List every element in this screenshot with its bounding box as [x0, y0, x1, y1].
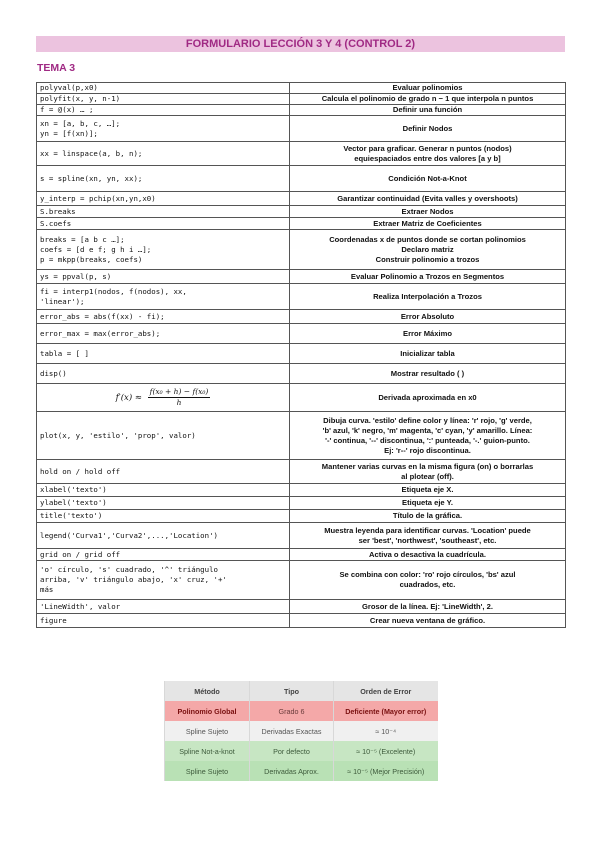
code-cell: breaks = [a b c …]; coefs = [d e f; g h i …]; p = mkpp(breaks, coefs): [37, 230, 290, 270]
code-cell: S.coefs: [37, 218, 290, 230]
description-cell: Se combina con color: 'ro' rojo círculos, 'bs' azul cuadrados, etc.: [290, 561, 566, 600]
table-row: [37, 549, 566, 561]
column-header: Tipo: [250, 681, 334, 701]
description-cell: Extraer Nodos: [290, 206, 566, 218]
code-cell: y_interp = pchip(xn,yn,x0): [37, 192, 290, 206]
code-cell: grid on / grid off: [37, 549, 290, 561]
table-row: [165, 741, 438, 761]
column-header: Orden de Error: [334, 681, 438, 701]
code-cell: ylabel('texto'): [37, 497, 290, 510]
table-cell: Derivadas Aprox.: [250, 761, 334, 781]
document-title: FORMULARIO LECCIÓN 3 Y 4 (CONTROL 2): [36, 36, 565, 52]
table-row: [37, 166, 566, 192]
description-cell: Derivada aproximada en x0: [290, 384, 566, 412]
table-row: [37, 284, 566, 310]
table-cell: Spline Sujeto: [165, 761, 250, 781]
table-row: [37, 192, 566, 206]
table-cell: ≈ 10⁻⁵ (Excelente): [334, 741, 438, 761]
code-cell: title('texto'): [37, 510, 290, 523]
code-cell: s = spline(xn, yn, xx);: [37, 166, 290, 192]
code-cell: error_abs = abs(f(xx) - fi);: [37, 310, 290, 324]
description-cell: Mostrar resultado ( ): [290, 364, 566, 384]
description-cell: Dibuja curva. 'estilo' define color y línea: 'r' rojo, 'g' verde, 'b' azul, 'k' negro, 'm' magenta, 'c' cyan, 'y' amarillo. Línea: '-' continua, '--' discontinua, ':' punteada, '-.' guion-punto. Ej: 'r--' rojo discontinua.: [290, 412, 566, 460]
formula-fraction: [148, 387, 211, 408]
formula-numerator: f(x₀ + h) − f(x₀): [149, 387, 209, 396]
section-heading: TEMA 3: [37, 62, 76, 74]
table-row: [37, 324, 566, 344]
description-cell: Evaluar polinomios: [290, 83, 566, 94]
description-cell: Activa o desactiva la cuadrícula.: [290, 549, 566, 561]
table-cell: Deficiente (Mayor error): [334, 701, 438, 721]
description-cell: Realiza Interpolación a Trozos: [290, 284, 566, 310]
table-row: [37, 230, 566, 270]
table-row: [37, 523, 566, 549]
code-cell: error_max = max(error_abs);: [37, 324, 290, 344]
table-row: [37, 600, 566, 614]
description-cell: Vector para graficar. Generar n puntos (nodos) equiespaciados entre dos valores [a y b]: [290, 142, 566, 166]
table-row: [37, 561, 566, 600]
formula-lhs: f′(x) ≈: [115, 393, 142, 403]
code-cell: ys = ppval(p, s): [37, 270, 290, 284]
table-cell: Spline Sujeto: [165, 721, 250, 741]
code-cell: plot(x, y, 'estilo', 'prop', valor): [37, 412, 290, 460]
table-row: [165, 701, 438, 721]
description-cell: Título de la gráfica.: [290, 510, 566, 523]
description-cell: Crear nueva ventana de gráfico.: [290, 614, 566, 628]
error-comparison-table: [164, 681, 438, 781]
table-cell: Derivadas Exactas: [250, 721, 334, 741]
description-cell: Etiqueta eje X.: [290, 484, 566, 497]
code-cell: figure: [37, 614, 290, 628]
description-cell: Condición Not-a-Knot: [290, 166, 566, 192]
description-cell: Calcula el polinomio de grado n − 1 que interpola n puntos: [290, 94, 566, 105]
formula-table: [36, 82, 566, 628]
description-cell: Extraer Matriz de Coeficientes: [290, 218, 566, 230]
code-cell: xx = linspace(a, b, n);: [37, 142, 290, 166]
code-cell: xn = [a, b, c, …]; yn = [f(xn)];: [37, 116, 290, 142]
description-cell: Etiqueta eje Y.: [290, 497, 566, 510]
code-cell: polyval(p,x0): [37, 83, 290, 94]
description-cell: Muestra leyenda para identificar curvas. 'Location' puede ser 'best', 'northwest', 'southeast', etc.: [290, 523, 566, 549]
table-row: [37, 614, 566, 628]
table-cell: Por defecto: [250, 741, 334, 761]
description-cell: Error Absoluto: [290, 310, 566, 324]
table-row: [165, 761, 438, 781]
description-cell: Garantizar continuidad (Evita valles y overshoots): [290, 192, 566, 206]
table-row: [37, 510, 566, 523]
header-row: [165, 681, 438, 701]
table-row: [37, 218, 566, 230]
table-row: [37, 460, 566, 484]
description-cell: Inicializar tabla: [290, 344, 566, 364]
table-row: [37, 484, 566, 497]
table-cell: Grado 6: [250, 701, 334, 721]
description-cell: Evaluar Polinomio a Trozos en Segmentos: [290, 270, 566, 284]
derivative-formula: [37, 384, 290, 412]
table-row: [37, 94, 566, 105]
table-row: [165, 721, 438, 741]
code-cell: fi = interp1(nodos, f(nodos), xx, 'linear');: [37, 284, 290, 310]
table-row: [37, 412, 566, 460]
table-row: [37, 497, 566, 510]
table-row: [37, 105, 566, 116]
code-cell: 'LineWidth', valor: [37, 600, 290, 614]
code-cell: tabla = [ ]: [37, 344, 290, 364]
code-cell: disp(): [37, 364, 290, 384]
code-cell: 'o' círculo, 's' cuadrado, '^' triángulo arriba, 'v' triángulo abajo, 'x' cruz, '+' más: [37, 561, 290, 600]
table-cell: ≈ 10⁻⁴: [334, 721, 438, 741]
table-row: [37, 206, 566, 218]
table-row: [37, 270, 566, 284]
code-cell: S.breaks: [37, 206, 290, 218]
table-cell: Spline Not-a-knot: [165, 741, 250, 761]
code-cell: xlabel('texto'): [37, 484, 290, 497]
description-cell: Definir una función: [290, 105, 566, 116]
description-cell: Coordenadas x de puntos donde se cortan polinomios Declaro matriz Construir polinomio a trozos: [290, 230, 566, 270]
code-cell: polyfit(x, y, n-1): [37, 94, 290, 105]
table-row: [37, 384, 566, 412]
description-cell: Grosor de la línea. Ej: 'LineWidth', 2.: [290, 600, 566, 614]
table-row: [37, 83, 566, 94]
table-cell: Polinomio Global: [165, 701, 250, 721]
description-cell: Error Máximo: [290, 324, 566, 344]
description-cell: Definir Nodos: [290, 116, 566, 142]
table-row: [37, 364, 566, 384]
description-cell: Mantener varias curvas en la misma figura (on) o borrarlas al plotear (off).: [290, 460, 566, 484]
code-cell: legend('Curva1','Curva2',...,'Location'): [37, 523, 290, 549]
column-header: Método: [165, 681, 250, 701]
formula-denominator: h: [176, 398, 182, 407]
table-row: [37, 310, 566, 324]
code-cell: hold on / hold off: [37, 460, 290, 484]
table-cell: ≈ 10⁻⁵ (Mejor Precisión): [334, 761, 438, 781]
table-row: [37, 142, 566, 166]
code-cell: f = @(x) … ;: [37, 105, 290, 116]
table-row: [37, 344, 566, 364]
table-row: [37, 116, 566, 142]
